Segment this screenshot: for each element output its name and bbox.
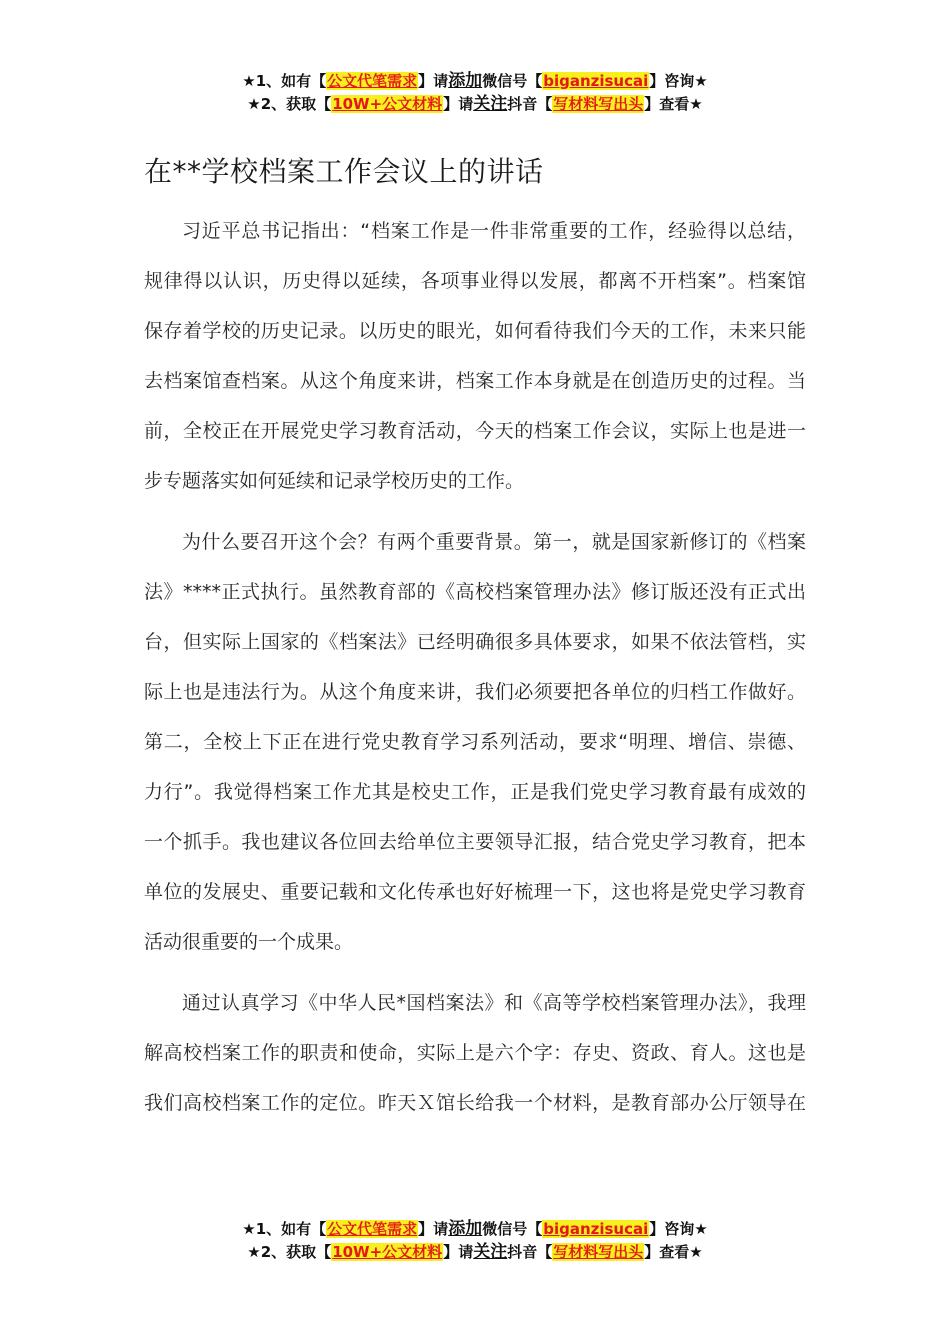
paragraph-line: 我们高校档案工作的定位。昨天Ｘ馆长给我一个材料，是教育部办公厅领导在 xyxy=(144,1092,806,1114)
paragraph-line: 际上也是违法行为。从这个角度来讲，我们必须要把各单位的归档工作做好。 xyxy=(144,681,806,703)
paragraph-line: 活动很重要的一个成果。 xyxy=(144,931,354,953)
paragraph-line: 前，全校正在开展党史学习教育活动，今天的档案工作会议，实际上也是进一 xyxy=(144,420,806,442)
highlight-service: 公文代笔需求 xyxy=(327,72,418,90)
paragraph-line: 台，但实际上国家的《档案法》已经明确很多具体要求，如果不依法管档，实 xyxy=(144,631,806,653)
promo-text: ★2、获取【 xyxy=(247,95,332,113)
promo-line-1 xyxy=(0,70,950,93)
promo-text: 】请 xyxy=(418,72,449,90)
promo-text: 微信号【 xyxy=(482,1220,543,1238)
promo-text: ★1、如有【 xyxy=(242,1220,327,1238)
paragraph-line: 规律得以认识，历史得以延续，各项事业得以发展，都离不开档案”。档案馆 xyxy=(144,270,806,292)
promo-text: 】查看★ xyxy=(644,1243,703,1261)
promo-text: ★2、获取【 xyxy=(247,1243,332,1261)
promo-text: 】请 xyxy=(443,95,474,113)
paragraph-line: 法》****正式执行。虽然教育部的《高校档案管理办法》修订版还没有正式出 xyxy=(144,581,806,603)
paragraph-line: 通过认真学习《中华人民*国档案法》和《高等学校档案管理办法》，我理 xyxy=(182,992,806,1014)
promo-text: ★1、如有【 xyxy=(242,72,327,90)
promo-text: 抖音【 xyxy=(507,1243,553,1261)
promo-text: 】咨询★ xyxy=(649,72,708,90)
paragraph-line: 解高校档案工作的职责和使命，实际上是六个字：存史、资政、育人。这也是 xyxy=(144,1042,806,1064)
paragraph-line: 为什么要召开这个会？有两个重要背景。第一，就是国家新修订的《档案 xyxy=(182,531,806,553)
promo-emphasis: 添加 xyxy=(448,1219,483,1239)
paragraph-line: 步专题落实如何延续和记录学校历史的工作。 xyxy=(144,470,525,492)
paragraph-line: 去档案馆查档案。从这个角度来讲，档案工作本身就是在创造历史的过程。当 xyxy=(144,370,806,392)
highlight-douyin-account: 写材料写出头 xyxy=(553,95,644,113)
highlight-douyin-account: 写材料写出头 xyxy=(553,1243,644,1261)
promo-text: 抖音【 xyxy=(507,95,553,113)
promo-text: 】咨询★ xyxy=(649,1220,708,1238)
paragraph-line: 力行”。我觉得档案工作尤其是校史工作，正是我们党史学习教育最有成效的 xyxy=(144,781,806,803)
highlight-wechat-id: biganzisucai xyxy=(543,1220,649,1238)
highlight-wechat-id: biganzisucai xyxy=(543,72,649,90)
promo-text: 微信号【 xyxy=(482,72,543,90)
promo-emphasis: 添加 xyxy=(448,71,483,91)
promo-line-2 xyxy=(0,1241,950,1264)
document-title: 在**学校档案工作会议上的讲话 xyxy=(144,155,544,188)
promo-banner-top xyxy=(0,70,950,116)
promo-text: 】查看★ xyxy=(644,95,703,113)
highlight-materials: 10W+公文材料 xyxy=(332,1243,443,1261)
promo-text: 】请 xyxy=(418,1220,449,1238)
paragraph-line: 习近平总书记指出：“档案工作是一件非常重要的工作，经验得以总结， xyxy=(182,220,806,242)
paragraph-line: 一个抓手。我也建议各位回去给单位主要领导汇报，结合党史学习教育，把本 xyxy=(144,831,806,853)
highlight-materials: 10W+公文材料 xyxy=(332,95,443,113)
highlight-service: 公文代笔需求 xyxy=(327,1220,418,1238)
paragraph-line: 第二，全校上下正在进行党史教育学习系列活动，要求“明理、增信、崇德、 xyxy=(144,731,806,753)
paragraph-line: 保存着学校的历史记录。以历史的眼光，如何看待我们今天的工作，未来只能 xyxy=(144,320,806,342)
promo-emphasis: 关注 xyxy=(473,1242,508,1262)
promo-line-1 xyxy=(0,1218,950,1241)
promo-banner-bottom xyxy=(0,1218,950,1264)
paragraph-line: 单位的发展史、重要记载和文化传承也好好梳理一下，这也将是党史学习教育 xyxy=(144,881,806,903)
promo-text: 】请 xyxy=(443,1243,474,1261)
promo-emphasis: 关注 xyxy=(473,94,508,114)
promo-line-2 xyxy=(0,93,950,116)
